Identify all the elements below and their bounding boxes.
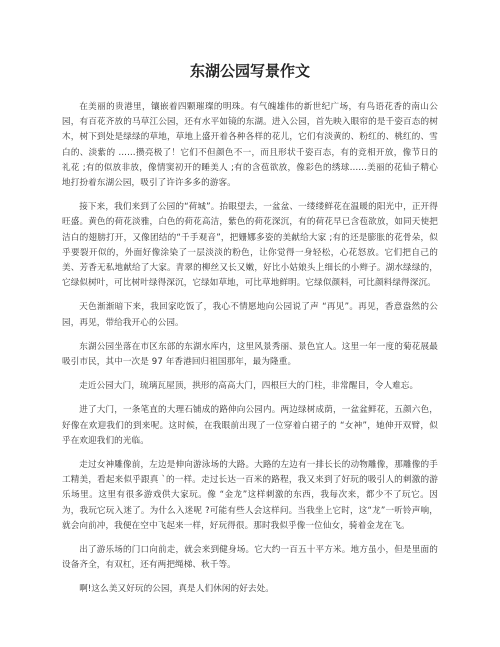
paragraph: 啊!这么美又好玩的公园，真是人们休闲的好去处。 <box>79 584 274 595</box>
paragraph: 进了大门，一条笔直的大理石铺成的路伸向公园内。两边绿树成荫，一盆盆鲜花，五颜六色，好像在欢迎我们的到来呢。这时候，在我眼前出现了一位穿着白裙子的 “女神”，她伸开双臂，似乎在欢迎我们的光临。 <box>62 405 438 446</box>
paragraph: 在美丽的贵港里，镶嵌着四颗璀璨的明珠。有气魄雄伟的新世纪广场，有鸟语花香的南山公园，有百花齐放的马草江公园，还有水平如镜的东湖。进入公园，首先映入眼帘的是千姿百态的树木，树下到处是绿绿的草地，草地上盛开着各种各样的花儿，它们有淡黄的、粉红的、桃红的、雪白的、淡紫的 ……攒亮极了！它们不但颜色不一，而且形状千姿百态，有的竞相开放，像节日的礼花 ;有的似放非放，像情窦初开的睡美人 ;有的含苞欲放，像彩色的绣球……美丽的花仙子精心地打扮着东湖公园，吸引了许许多多的游客。 <box>62 102 438 189</box>
paragraph: 走过女神雕像前，左边是伸向游泳场的大路。大路的左边有一排长长的动物雕像，那雕像的手工精美，看起来似乎跟真 `的一样。走过长达一百米的路程，我又来到了好玩的吸引人的刺激的游乐场里。这里有很多游戏供大家玩。像 “金龙”这样刺激的东西，我每次来，都少不了玩它。因为，我玩它玩入迷了。为什么入迷呢 ?可能有些人会这样问。当我坐上它时，这“龙”一听铃声响，就会向前冲，我便在空中飞起来一样，好玩得很。那时我似乎像一位仙女，骑着金龙在飞。 <box>62 460 438 531</box>
paragraph: 天色渐渐暗下来，我回家吃饭了，我心不情愿地向公园说了声 “再见”。再见，香意盎然的公园，再见，带给我开心的公园。 <box>62 302 438 328</box>
paragraph: 出了游乐场的门口向前走，就会来到健身场。它大约一百五十平方米。地方虽小，但是里面的设备齐全，有双杠，还有两把绳梯、秋千等。 <box>62 545 438 571</box>
paragraph: 走近公园大门，琉璃瓦屋顶，拱形的高高大门，四根巨大的门柱，非常醒目，令人难忘。 <box>79 381 419 392</box>
document-body <box>62 100 438 607</box>
document-title: 东湖公园写景作文 <box>189 62 310 80</box>
paragraph: 东湖公园坐落在市区东部的东湖水库内，这里风景秀丽、景色宜人。这里一年一度的菊花展最吸引市民，其中一次是 97 年香港回归祖国那年，最为隆重。 <box>62 341 438 368</box>
paragraph: 接下来，我们来到了公园的“荷城”。抬眼望去，一盆盆、一缕缕鲜花在温暖的阳光中，正开得旺盛。黄色的荷花淡雅，白色的荷花高洁，紫色的荷花深沉，有的荷花早已含苞欲放，如同天使把洁白的翅膀打开，又像团结的“千手观音”，把姗娜多姿的美献给大家 ;有的还是膨胀的花骨朵，似乎要裂开似的，外面好像涂染了一层淡淡的粉色，让你觉得一身轻松，心花怒放。它们把自己的美、芳香无私地献给了大家。青翠的柳丝又长又嫩，好比小姑娘头上细长的小辫子。湖水绿绿的，它绿似树叶，可比树叶绿得深沉，它绿如草地，可比草地鲜明。它绿似颜料，可比颜料绿得深沉。 <box>62 202 438 289</box>
